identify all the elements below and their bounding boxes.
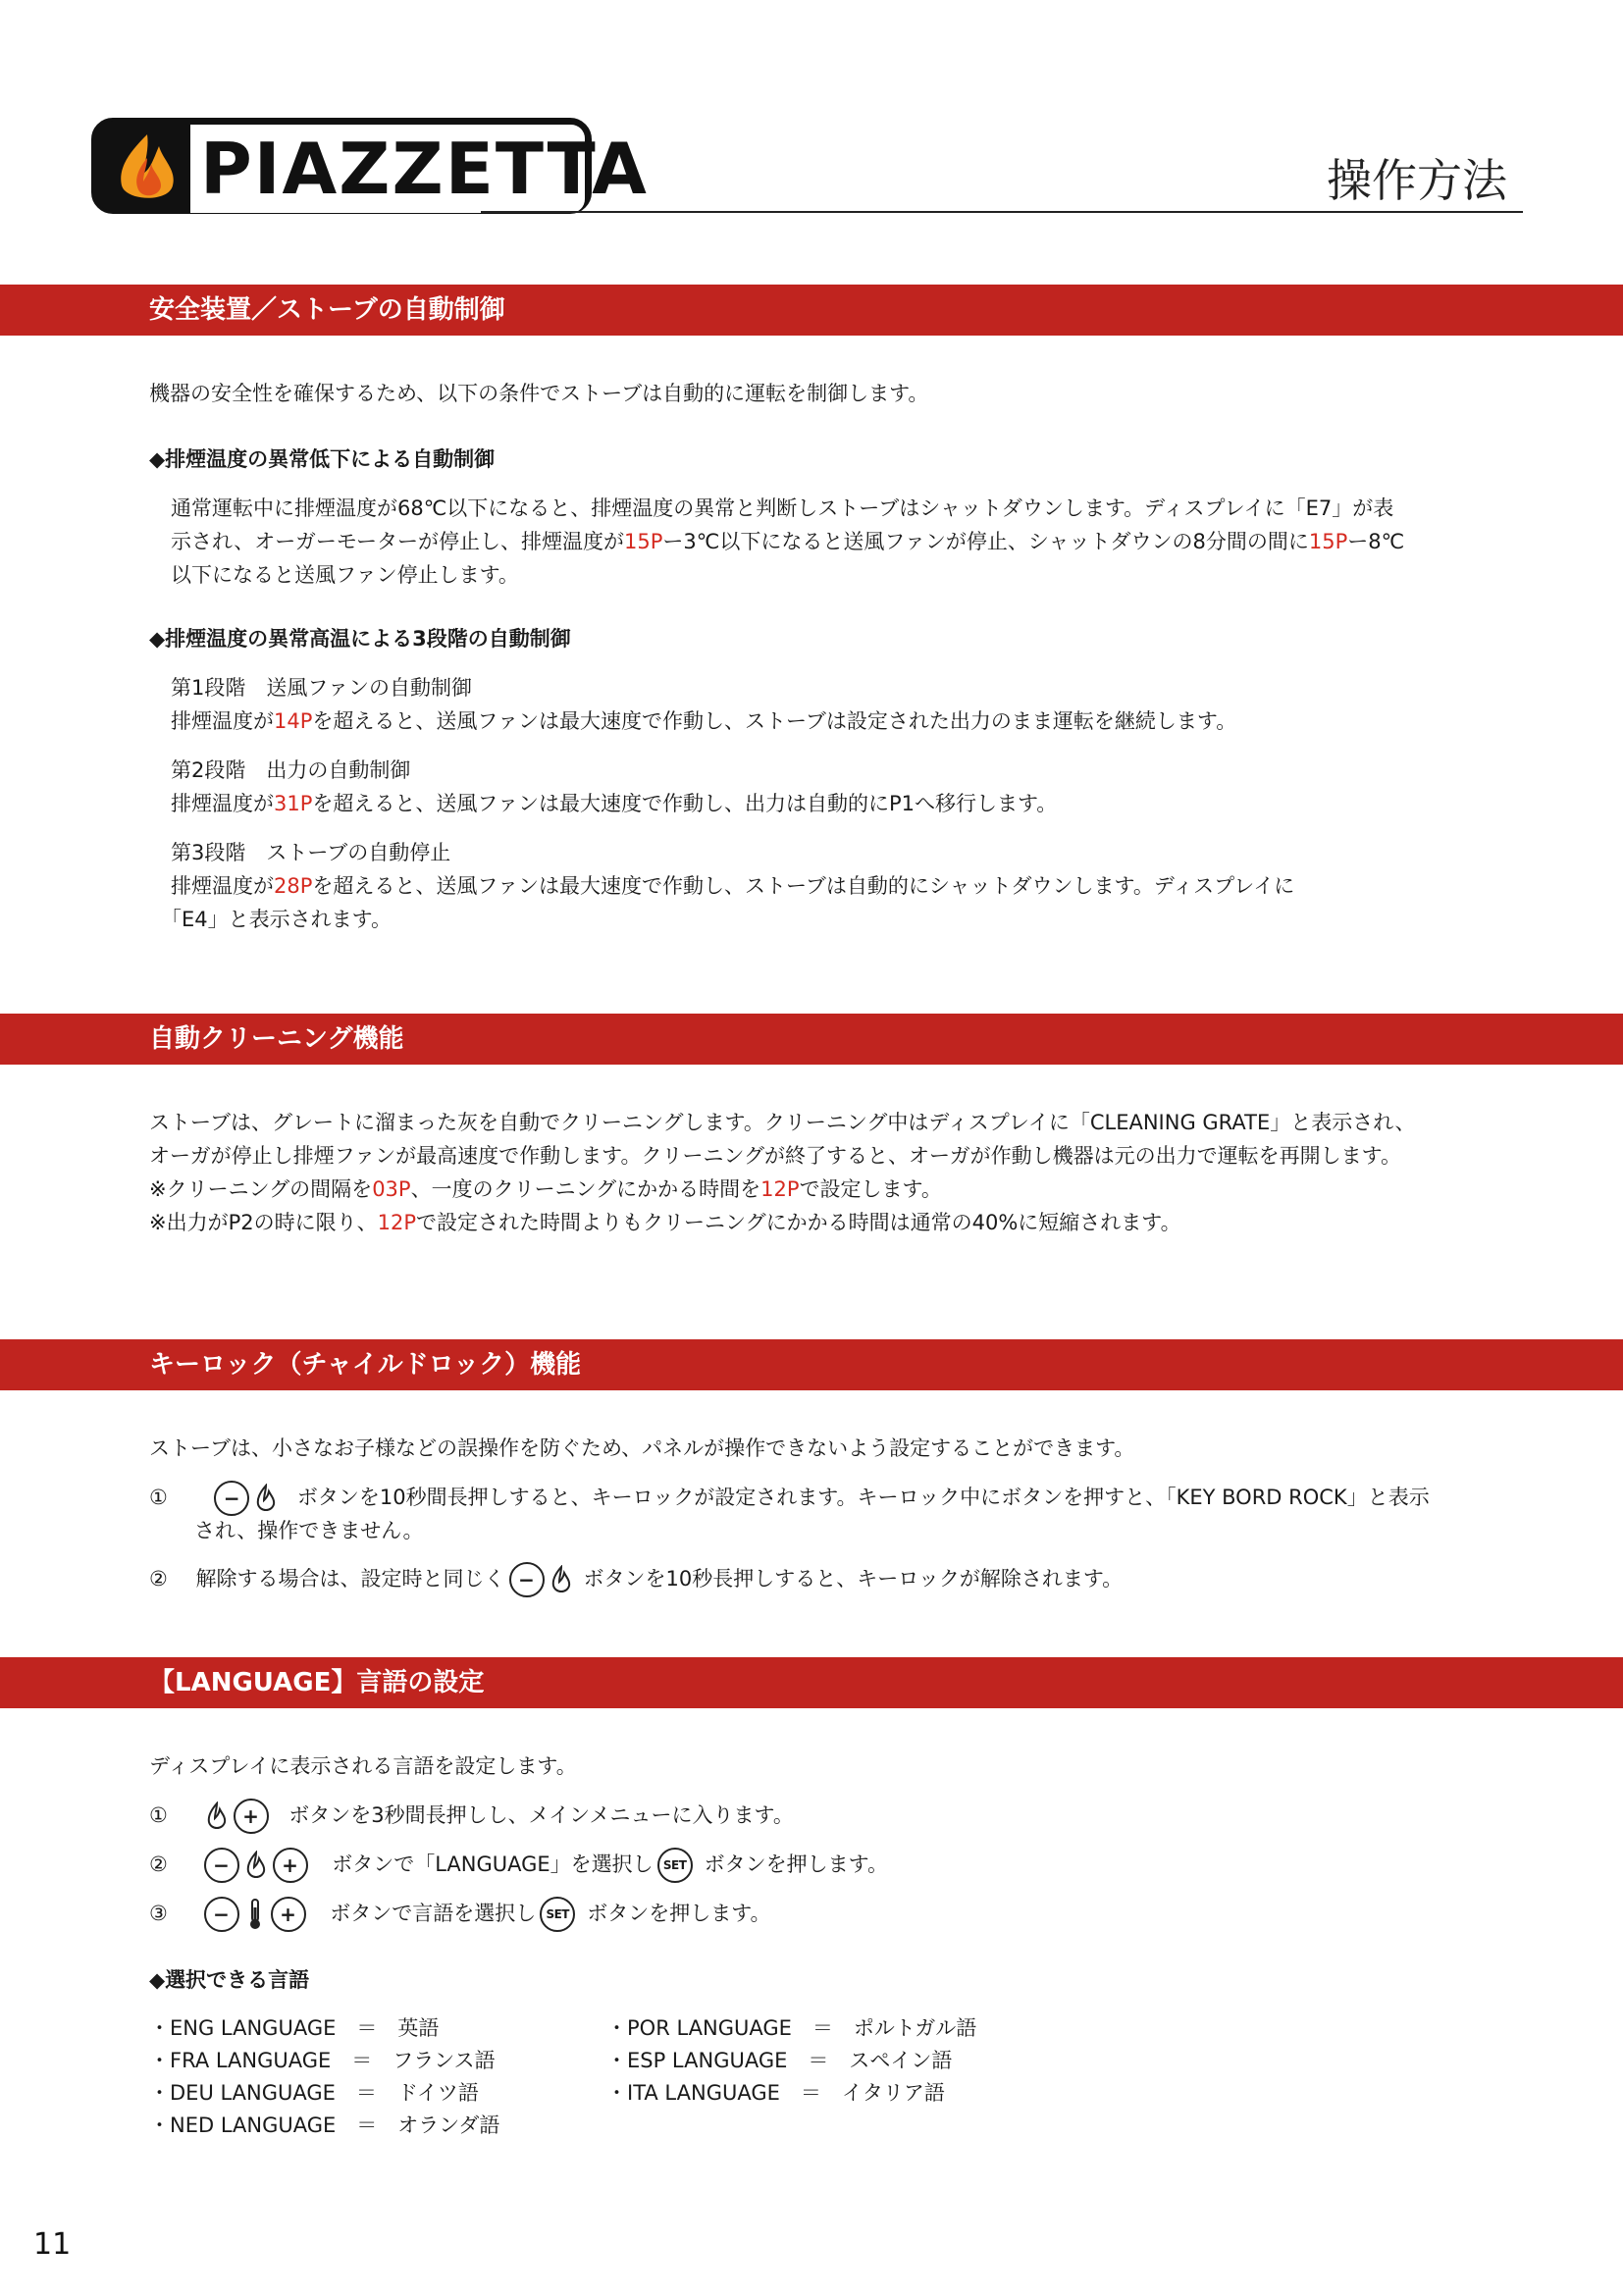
text: ボタンを押します。 (587, 1902, 771, 1925)
brand-name: PIAZZETTA (190, 125, 585, 213)
text: ボタンを押します。 (704, 1852, 888, 1876)
step-number: ② (149, 1852, 168, 1876)
text: 解除する場合は、設定時と同じく (195, 1567, 505, 1591)
paragraph (171, 787, 1057, 820)
step-number: ① (149, 1486, 168, 1509)
text: で設定された時間よりもクリーニングにかかる時間は通常の40%に短縮されます。 (416, 1211, 1181, 1234)
stage-title: 第3段階 ストーブの自動停止 (171, 841, 451, 864)
text: ※クリーニングの間隔を (149, 1177, 373, 1201)
paragraph: ストーブは、グレートに溜まった灰を自動でクリーニングします。クリーニング中はディスプレイに「CLEANING GRATE」と表示され、 (149, 1111, 1416, 1134)
section-header-safety (0, 285, 1623, 336)
text: で設定します。 (799, 1177, 942, 1201)
plus-button-icon: + (273, 1848, 308, 1883)
language-item: ・FRA LANGUAGE ＝ フランス語 (149, 2049, 496, 2072)
section-header-key-lock (0, 1339, 1623, 1390)
text: を超えると、送風ファンは最大速度で作動し、ストーブは設定された出力のまま運転を継続します。 (312, 709, 1237, 733)
header-divider (481, 211, 1523, 213)
text: 、一度のクリーニングにかかる時間を (410, 1177, 761, 1201)
step-number: ③ (149, 1902, 168, 1925)
stage-title: 第2段階 出力の自動制御 (171, 758, 411, 782)
thermometer-icon (247, 1898, 263, 1931)
language-item: ・ITA LANGUAGE ＝ イタリア語 (606, 2081, 945, 2105)
page-number: 11 (33, 2227, 72, 2262)
text: ー3℃以下になると送風ファンが停止、シャットダウンの8分間の間に (662, 530, 1309, 553)
language-item: ・NED LANGUAGE ＝ オランダ語 (149, 2113, 500, 2137)
step-3 (149, 1897, 771, 1932)
flame-icon (206, 1801, 228, 1831)
language-item: ・POR LANGUAGE ＝ ポルトガル語 (606, 2016, 977, 2040)
text: ボタンで「LANGUAGE」を選択し (332, 1852, 654, 1876)
page-title: 操作方法 (1327, 154, 1507, 207)
flame-icon (245, 1851, 267, 1880)
text: ー8℃ (1347, 530, 1405, 553)
parameter-code: 12P (377, 1211, 417, 1234)
section-title: キーロック（チャイルドロック）機能 (149, 1350, 582, 1380)
parameter-code: 03P (372, 1177, 411, 1201)
parameter-code: 15P (1308, 530, 1348, 553)
paragraph: 以下になると送風ファン停止します。 (171, 563, 519, 587)
section-header-auto-cleaning (0, 1014, 1623, 1065)
parameter-code: 31P (274, 792, 313, 815)
set-button-icon: SET (657, 1848, 693, 1883)
language-item: ・DEU LANGUAGE ＝ ドイツ語 (149, 2081, 479, 2105)
note (149, 1173, 942, 1206)
section-title: 安全装置／ストーブの自動制御 (149, 295, 505, 325)
paragraph: 「E4」と表示されます。 (161, 908, 392, 931)
minus-button-icon: − (509, 1562, 545, 1597)
parameter-code: 15P (624, 530, 663, 553)
step-1 (149, 1799, 794, 1834)
set-button-icon: SET (540, 1897, 575, 1932)
stage-title: 第1段階 送風ファンの自動制御 (171, 676, 472, 700)
subheading: ◆排煙温度の異常低下による自動制御 (149, 447, 496, 471)
piazzetta-logo (91, 118, 649, 214)
paragraph (171, 525, 1404, 558)
minus-button-icon: − (204, 1848, 239, 1883)
text: 示され、オーガーモーターが停止し、排煙温度が (171, 530, 624, 553)
paragraph: オーガが停止し排煙ファンが最高速度で作動します。クリーニングが終了すると、オーガが作動し機器は元の出力で運転を再開します。 (149, 1144, 1401, 1168)
paragraph: 機器の安全性を確保するため、以下の条件でストーブは自動的に運転を制御します。 (149, 382, 929, 405)
text: 排煙温度が (171, 874, 274, 898)
paragraph (171, 704, 1236, 738)
minus-button-icon: − (214, 1481, 249, 1516)
text: ボタンで言語を選択し (330, 1902, 537, 1925)
language-item: ・ENG LANGUAGE ＝ 英語 (149, 2016, 440, 2040)
language-item: ・ESP LANGUAGE ＝ スペイン語 (606, 2049, 953, 2072)
paragraph (171, 869, 1294, 903)
step-2 (149, 1562, 1123, 1597)
subheading: ◆排煙温度の異常高温による3段階の自動制御 (149, 627, 571, 651)
plus-button-icon: + (271, 1897, 306, 1932)
text: ボタンを10秒間長押しすると、キーロックが設定されます。キーロック中にボタンを押すと、「KEY BORD ROCK」と表示 (296, 1486, 1430, 1509)
note (149, 1206, 1181, 1239)
parameter-code: 28P (274, 874, 313, 898)
minus-button-icon: − (204, 1897, 239, 1932)
paragraph: 通常運転中に排煙温度が68℃以下になると、排煙温度の異常と判断しストーブはシャットダウンします。ディスプレイに「E7」が表 (171, 496, 1394, 520)
section-title: 自動クリーニング機能 (149, 1024, 404, 1054)
text: を超えると、送風ファンは最大速度で作動し、出力は自動的にP1へ移行します。 (312, 792, 1058, 815)
text: ボタンを10秒長押しすると、キーロックが解除されます。 (583, 1567, 1124, 1591)
text: 排煙温度が (171, 792, 274, 815)
paragraph: ストーブは、小さなお子様などの誤操作を防ぐため、パネルが操作できないよう設定することができます。 (149, 1436, 1135, 1460)
flame-icon (255, 1484, 277, 1513)
parameter-code: 12P (760, 1177, 800, 1201)
step-2 (149, 1848, 888, 1883)
section-title: 【LANGUAGE】言語の設定 (149, 1668, 485, 1697)
paragraph: ディスプレイに表示される言語を設定します。 (149, 1754, 577, 1778)
parameter-code: 14P (274, 709, 313, 733)
paragraph: され、操作できません。 (194, 1519, 424, 1542)
flame-icon (550, 1565, 572, 1594)
text: ボタンを3秒間長押しし、メインメニューに入ります。 (288, 1803, 794, 1827)
text: 排煙温度が (171, 709, 274, 733)
step-number: ② (149, 1567, 168, 1591)
flame-logo-icon (108, 130, 186, 207)
step-1 (149, 1481, 1430, 1516)
text: を超えると、送風ファンは最大速度で作動し、ストーブは自動的にシャットダウンします。ディスプレイに (312, 874, 1295, 898)
step-number: ① (149, 1803, 168, 1827)
section-header-language (0, 1657, 1623, 1708)
subheading: ◆選択できる言語 (149, 1968, 310, 1992)
text: ※出力がP2の時に限り、 (149, 1211, 378, 1234)
plus-button-icon: + (234, 1799, 269, 1834)
